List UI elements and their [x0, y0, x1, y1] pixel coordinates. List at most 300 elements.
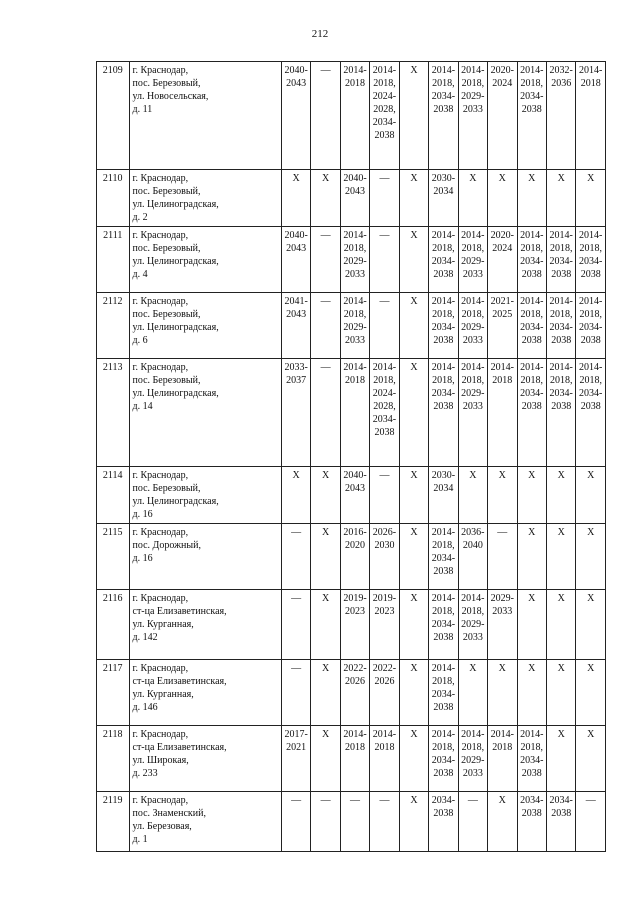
- period-line: 2038: [580, 269, 601, 280]
- period-line: 2018: [345, 78, 366, 89]
- period-line: X: [498, 173, 506, 184]
- period-line: 2034-: [520, 755, 544, 766]
- period-line: 2038: [580, 335, 601, 346]
- table-row: [97, 293, 606, 359]
- period-line: —: [497, 527, 508, 538]
- period-cell: [281, 359, 310, 467]
- period-line: 2034-: [372, 414, 397, 425]
- period-cell: [370, 726, 399, 792]
- period-line: 2029-: [461, 388, 485, 399]
- period-line: X: [498, 470, 506, 481]
- period-cell: [546, 293, 575, 359]
- period-line: 2014-: [372, 729, 397, 740]
- period-line: X: [410, 663, 418, 674]
- period-cell: [458, 227, 487, 293]
- period-cell: [281, 293, 310, 359]
- period-line: 2038: [433, 702, 454, 713]
- period-line: 2029-: [490, 593, 514, 604]
- period-line: X: [410, 65, 418, 76]
- period-line: 2018,: [373, 375, 396, 386]
- period-line: 2034-: [431, 755, 456, 766]
- period-line: 2018,: [432, 243, 455, 254]
- period-line: 2038: [521, 401, 542, 412]
- period-line: 2036-: [461, 527, 485, 538]
- period-line: —: [291, 795, 302, 806]
- table-row: [97, 524, 606, 590]
- period-line: 2021-: [490, 296, 514, 307]
- period-line: X: [410, 296, 418, 307]
- period-line: 2018: [492, 375, 513, 386]
- period-line: 2038: [551, 401, 572, 412]
- address-cell: [129, 524, 281, 590]
- period-cell: [340, 359, 369, 467]
- period-line: 2034-: [431, 689, 456, 700]
- address-cell: [129, 62, 281, 170]
- address-line: ул. Новосельская,: [132, 91, 209, 102]
- period-cell: [458, 62, 487, 170]
- period-line: X: [587, 173, 595, 184]
- period-line: 2038: [551, 269, 572, 280]
- address-line: пос. Знаменский,: [132, 808, 206, 819]
- period-line: 2014-: [461, 362, 485, 373]
- period-cell: [458, 293, 487, 359]
- table-row: [97, 62, 606, 170]
- period-cell: [399, 293, 428, 359]
- period-cell: [429, 62, 458, 170]
- address-line: пос. Березовый,: [132, 78, 201, 89]
- period-line: X: [321, 527, 330, 538]
- period-line: 2017-: [284, 729, 308, 740]
- period-cell: [429, 293, 458, 359]
- period-line: X: [410, 729, 418, 740]
- table-row: [97, 792, 606, 852]
- period-line: 2020: [345, 540, 366, 551]
- period-line: 2014-: [431, 527, 456, 538]
- period-line: —: [291, 593, 302, 604]
- period-line: 2018,: [520, 742, 543, 753]
- period-line: X: [587, 527, 595, 538]
- period-cell: [488, 792, 517, 852]
- period-cell: [311, 62, 340, 170]
- period-line: 2018,: [549, 309, 573, 320]
- period-line: 2018: [492, 742, 513, 753]
- period-line: 2014-: [461, 230, 485, 241]
- period-line: X: [410, 362, 418, 373]
- period-line: 2033: [462, 335, 483, 346]
- address-line: ст-ца Елизаветинская,: [132, 742, 227, 753]
- period-line: 2014-: [549, 296, 573, 307]
- period-cell: [488, 590, 517, 660]
- address-line: г. Краснодар,: [132, 65, 189, 76]
- period-cell: [340, 227, 369, 293]
- period-line: 2033: [462, 632, 483, 643]
- period-line: 2018,: [520, 243, 543, 254]
- period-cell: [546, 227, 575, 293]
- table-row: [97, 726, 606, 792]
- period-cell: [311, 293, 340, 359]
- period-cell: [429, 467, 458, 524]
- address-line: д. 16: [132, 509, 153, 520]
- period-line: X: [498, 663, 506, 674]
- period-line: 2038: [374, 427, 395, 438]
- period-line: 2043: [286, 309, 307, 320]
- address-line: д. 146: [132, 702, 158, 713]
- period-line: 2025: [492, 309, 513, 320]
- period-line: 2043: [345, 186, 366, 197]
- period-line: 2020-: [490, 65, 514, 76]
- period-cell: [517, 524, 546, 590]
- period-line: —: [379, 470, 390, 481]
- period-cell: [399, 170, 428, 227]
- period-cell: [546, 359, 575, 467]
- period-cell: [399, 726, 428, 792]
- period-cell: [429, 660, 458, 726]
- address-line: пос. Березовый,: [132, 186, 201, 197]
- period-line: 2034-: [579, 256, 603, 267]
- period-line: 2038: [521, 335, 542, 346]
- period-line: 2014-: [520, 230, 544, 241]
- address-line: ул. Целиноградская,: [132, 256, 219, 267]
- period-cell: [340, 660, 369, 726]
- period-cell: [458, 524, 487, 590]
- row-number: 2112: [97, 293, 130, 359]
- period-cell: [281, 524, 310, 590]
- period-cell: [576, 62, 606, 170]
- period-line: 2034-: [431, 322, 456, 333]
- address-line: пос. Дорожный,: [132, 540, 201, 551]
- address-line: г. Краснодар,: [132, 296, 189, 307]
- period-line: 2030-: [431, 173, 456, 184]
- period-line: 2014-: [343, 362, 367, 373]
- period-line: 2029-: [461, 256, 485, 267]
- period-line: 2023: [345, 606, 366, 617]
- period-cell: [370, 792, 399, 852]
- period-line: 2018,: [520, 309, 543, 320]
- period-cell: [546, 792, 575, 852]
- period-line: X: [557, 663, 565, 674]
- period-line: 2040-: [284, 65, 308, 76]
- period-line: 2034-: [520, 388, 544, 399]
- period-line: 2014-: [343, 65, 367, 76]
- period-cell: [370, 524, 399, 590]
- period-line: 2018,: [343, 309, 367, 320]
- period-cell: [281, 170, 310, 227]
- period-cell: [429, 170, 458, 227]
- period-cell: [546, 660, 575, 726]
- period-line: 2014-: [343, 729, 367, 740]
- address-cell: [129, 792, 281, 852]
- table-row: [97, 590, 606, 660]
- address-line: ст-ца Елизаветинская,: [132, 676, 227, 687]
- period-line: X: [410, 470, 418, 481]
- period-cell: [458, 660, 487, 726]
- period-line: 2038: [521, 104, 542, 115]
- address-line: д. 4: [132, 269, 148, 280]
- period-line: 2018,: [432, 606, 455, 617]
- period-cell: [429, 792, 458, 852]
- period-line: 2018: [345, 742, 366, 753]
- period-line: X: [321, 173, 330, 184]
- address-line: г. Краснодар,: [132, 795, 189, 806]
- row-number: 2110: [97, 170, 130, 227]
- period-cell: [576, 660, 606, 726]
- address-line: пос. Березовый,: [132, 309, 201, 320]
- period-line: 2030-: [431, 470, 456, 481]
- period-cell: [488, 62, 517, 170]
- period-line: 2014-: [461, 65, 485, 76]
- period-line: X: [410, 230, 418, 241]
- row-number: 2116: [97, 590, 130, 660]
- period-line: —: [291, 527, 302, 538]
- period-line: 2019-: [343, 593, 367, 604]
- period-line: 2018,: [579, 375, 602, 386]
- period-line: 2016-: [343, 527, 367, 538]
- period-cell: [488, 467, 517, 524]
- row-number: 2115: [97, 524, 130, 590]
- address-line: д. 2: [132, 212, 148, 223]
- period-cell: [311, 359, 340, 467]
- period-line: X: [292, 173, 300, 184]
- period-line: 2037: [286, 375, 307, 386]
- period-cell: [458, 170, 487, 227]
- period-line: 2018,: [461, 309, 485, 320]
- period-line: —: [379, 230, 390, 241]
- period-line: 2041-: [284, 296, 308, 307]
- period-line: 2028,: [373, 401, 396, 412]
- period-cell: [370, 590, 399, 660]
- period-cell: [399, 660, 428, 726]
- period-line: 2018,: [549, 375, 573, 386]
- period-line: 2038: [551, 335, 572, 346]
- period-line: 2014-: [431, 230, 456, 241]
- period-line: 2033: [462, 269, 483, 280]
- period-line: 2014-: [431, 729, 456, 740]
- period-line: X: [587, 470, 595, 481]
- period-cell: [546, 467, 575, 524]
- address-line: г. Краснодар,: [132, 663, 189, 674]
- period-cell: [458, 359, 487, 467]
- period-line: 2014-: [520, 362, 544, 373]
- period-line: —: [320, 65, 331, 76]
- period-cell: [517, 726, 546, 792]
- period-line: 2018,: [432, 78, 455, 89]
- period-line: X: [557, 173, 565, 184]
- period-cell: [340, 590, 369, 660]
- period-line: —: [320, 362, 331, 373]
- address-line: г. Краснодар,: [132, 527, 189, 538]
- period-cell: [399, 590, 428, 660]
- address-line: ул. Курганная,: [132, 689, 194, 700]
- period-line: 2014-: [343, 296, 367, 307]
- period-line: 2018,: [432, 375, 455, 386]
- period-line: 2014-: [549, 362, 573, 373]
- period-line: 2018,: [549, 243, 573, 254]
- period-line: 2032-: [549, 65, 573, 76]
- period-line: 2038: [433, 566, 454, 577]
- period-line: X: [410, 593, 418, 604]
- period-line: X: [528, 527, 536, 538]
- period-line: 2038: [433, 104, 454, 115]
- period-line: 2014-: [520, 65, 544, 76]
- period-line: 2033: [492, 606, 513, 617]
- period-cell: [311, 726, 340, 792]
- table-row: [97, 660, 606, 726]
- period-cell: [517, 467, 546, 524]
- period-line: X: [321, 593, 330, 604]
- period-cell: [281, 227, 310, 293]
- period-line: 2029-: [461, 619, 485, 630]
- period-cell: [576, 590, 606, 660]
- period-line: 2018,: [461, 243, 485, 254]
- period-line: 2019-: [372, 593, 397, 604]
- period-line: X: [528, 173, 536, 184]
- period-line: 2018,: [432, 742, 455, 753]
- period-line: 2014-: [579, 230, 603, 241]
- period-line: 2014-: [579, 296, 603, 307]
- period-cell: [399, 227, 428, 293]
- table-row: [97, 467, 606, 524]
- period-cell: [370, 227, 399, 293]
- period-line: 2033: [345, 269, 366, 280]
- address-line: г. Краснодар,: [132, 362, 189, 373]
- period-cell: [340, 524, 369, 590]
- period-line: 2018,: [461, 375, 485, 386]
- period-line: —: [291, 663, 302, 674]
- period-line: 2014-: [520, 296, 544, 307]
- period-line: 2034-: [431, 553, 456, 564]
- period-line: 2014-: [431, 593, 456, 604]
- address-line: г. Краснодар,: [132, 173, 189, 184]
- period-line: 2029-: [343, 322, 367, 333]
- period-cell: [576, 467, 606, 524]
- period-cell: [370, 62, 399, 170]
- period-cell: [340, 62, 369, 170]
- address-line: ст-ца Елизаветинская,: [132, 606, 227, 617]
- period-cell: [576, 792, 606, 852]
- period-line: X: [557, 729, 565, 740]
- period-cell: [370, 170, 399, 227]
- period-line: 2014-: [431, 663, 456, 674]
- period-line: 2018,: [432, 676, 455, 687]
- address-line: д. 233: [132, 768, 158, 779]
- period-line: 2038: [521, 768, 542, 779]
- period-line: 2029-: [461, 91, 485, 102]
- period-line: X: [469, 173, 477, 184]
- period-cell: [546, 726, 575, 792]
- address-line: д. 16: [132, 553, 153, 564]
- period-line: X: [498, 795, 506, 806]
- period-cell: [488, 170, 517, 227]
- period-line: 2038: [433, 632, 454, 643]
- period-line: 2038: [433, 401, 454, 412]
- table-row: [97, 227, 606, 293]
- period-cell: [429, 590, 458, 660]
- period-cell: [340, 467, 369, 524]
- address-line: г. Краснодар,: [132, 729, 189, 740]
- period-line: 2040-: [284, 230, 308, 241]
- period-line: 2033: [462, 104, 483, 115]
- period-line: 2034-: [549, 256, 573, 267]
- period-cell: [340, 726, 369, 792]
- period-line: X: [587, 663, 595, 674]
- period-line: 2034-: [431, 619, 456, 630]
- period-line: 2018,: [343, 243, 367, 254]
- period-cell: [281, 467, 310, 524]
- period-line: —: [320, 795, 331, 806]
- period-line: 2022-: [372, 663, 397, 674]
- period-line: X: [587, 729, 595, 740]
- period-line: 2029-: [461, 322, 485, 333]
- period-cell: [488, 359, 517, 467]
- period-cell: [340, 170, 369, 227]
- period-cell: [399, 792, 428, 852]
- period-cell: [576, 170, 606, 227]
- period-cell: [458, 726, 487, 792]
- period-cell: [311, 524, 340, 590]
- period-line: X: [469, 470, 477, 481]
- period-line: 2014-: [372, 65, 397, 76]
- period-line: —: [320, 230, 331, 241]
- period-line: 2033-: [284, 362, 308, 373]
- period-line: 2022-: [343, 663, 367, 674]
- row-number: 2109: [97, 62, 130, 170]
- period-line: 2034-: [520, 256, 544, 267]
- period-line: 2034-: [431, 256, 456, 267]
- period-cell: [546, 590, 575, 660]
- period-line: X: [557, 527, 565, 538]
- period-line: 2018: [580, 78, 601, 89]
- period-cell: [576, 524, 606, 590]
- period-line: 2014-: [431, 362, 456, 373]
- period-line: 2038: [374, 130, 395, 141]
- period-cell: [399, 359, 428, 467]
- period-line: 2033: [345, 335, 366, 346]
- period-line: X: [469, 663, 477, 674]
- period-line: 2043: [286, 243, 307, 254]
- period-line: 2034-: [549, 795, 573, 806]
- row-number: 2119: [97, 792, 130, 852]
- period-cell: [399, 524, 428, 590]
- period-line: 2020-: [490, 230, 514, 241]
- period-line: 2040: [462, 540, 483, 551]
- period-line: X: [587, 593, 595, 604]
- address-cell: [129, 359, 281, 467]
- period-line: 2024: [492, 243, 513, 254]
- period-line: 2034-: [520, 91, 544, 102]
- period-line: 2014-: [461, 729, 485, 740]
- period-line: 2036: [551, 78, 572, 89]
- address-cell: [129, 227, 281, 293]
- period-line: —: [379, 173, 390, 184]
- period-cell: [488, 293, 517, 359]
- address-cell: [129, 726, 281, 792]
- period-line: 2021: [286, 742, 307, 753]
- period-line: —: [467, 795, 478, 806]
- period-line: 2018,: [432, 309, 455, 320]
- address-line: г. Краснодар,: [132, 470, 189, 481]
- address-line: г. Краснодар,: [132, 593, 189, 604]
- address-line: д. 1: [132, 834, 148, 845]
- period-cell: [281, 590, 310, 660]
- period-line: 2040-: [343, 173, 367, 184]
- row-number: 2114: [97, 467, 130, 524]
- period-line: X: [557, 593, 565, 604]
- address-line: г. Краснодар,: [132, 230, 189, 241]
- period-line: 2014-: [520, 729, 544, 740]
- period-cell: [399, 62, 428, 170]
- period-cell: [370, 293, 399, 359]
- period-line: 2034-: [431, 388, 456, 399]
